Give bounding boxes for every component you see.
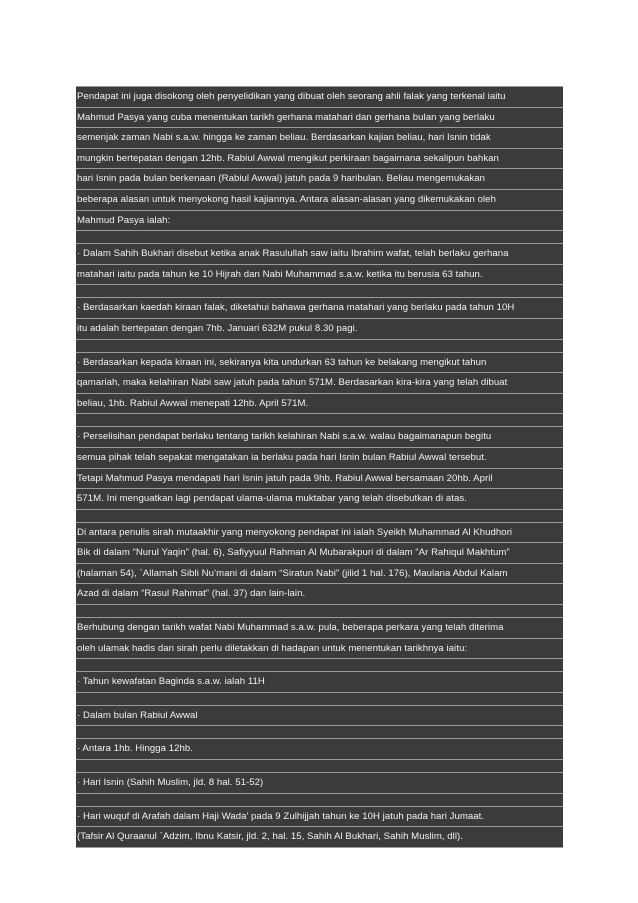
text-line: itu adalah bertepatan dengan 7hb. Januari 632M pukul 8.30 pagi. [76, 319, 563, 340]
text-line: (Tafsir Al Quraanul `Adzim, Ibnu Katsir, jld. 2, hal. 15, Sahih Al Bukhari, Sahih Muslim, dll). [76, 827, 563, 848]
text-line: Berhubung dengan tarikh wafat Nabi Muhammad s.a.w. pula, beberapa perkara yang telah diterima [76, 618, 563, 639]
paragraph [76, 426, 563, 509]
text-line: mungkin bertepatan dengan 12hb. Rabiul Awwal mengikut perkiraan bagaimana sekalipun bahkan [76, 149, 563, 170]
text-line: oleh ulamak hadis dan sirah perlu diletakkan di hadapan untuk menentukan tarikhnya iaitu: [76, 639, 563, 660]
text-line: Mahmud Pasya ialah: [76, 211, 563, 232]
text-line: qamariah, maka kelahiran Nabi saw jatuh pada tahun 571M. Berdasarkan kira-kira yang telah dibuat [76, 373, 563, 394]
paragraph [76, 738, 563, 760]
paragraph [76, 86, 563, 231]
text-line: (halaman 54), `Allamah Sibli Nu’mani di dalam “Siratun Nabi” (jilid 1 hal. 176), Maulana Abdul Kalam [76, 564, 563, 585]
text-line: beberapa alasan untuk menyokong hasil kajiannya. Antara alasan-alasan yang dikemukakan oleh [76, 190, 563, 211]
text-line: beliau, 1hb. Rabiul Awwal menepati 12hb. April 571M. [76, 394, 563, 415]
text-line: Tetapi Mahmud Pasya mendapati hari Isnin jatuh pada 9hb. Rabiul Awwal bersamaan 20hb. April [76, 469, 563, 490]
text-line: · Tahun kewafatan Baginda s.a.w. ialah 11H [76, 672, 563, 693]
text-line: 571M. Ini menguatkan lagi pendapat ulama-ulama muktabar yang telah disebutkan di atas. [76, 489, 563, 510]
text-line: · Berdasarkan kepada kiraan ini, sekiranya kita undurkan 63 tahun ke belakang mengikut tahun [76, 353, 563, 374]
paragraph [76, 671, 563, 693]
paragraph [76, 243, 563, 285]
text-line: Pendapat ini juga disokong oleh penyelidikan yang dibuat oleh seorang ahli falak yang terkenal iaitu [76, 87, 563, 108]
text-line: semenjak zaman Nabi s.a.w. hingga ke zaman beliau. Berdasarkan kajian beliau, hari Isnin tidak [76, 128, 563, 149]
paragraph [76, 772, 563, 794]
text-line: · Antara 1hb. Hingga 12hb. [76, 739, 563, 760]
text-line: Mahmud Pasya yang cuba menentukan tarikh gerhana matahari dan gerhana bulan yang berlaku [76, 108, 563, 129]
text-line: Azad di dalam “Rasul Rahmat” (hal. 37) dan lain-lain. [76, 584, 563, 605]
text-line: hari Isnin pada bulan berkenaan (Rabiul Awwal) jatuh pada 9 haribulan. Beliau mengemukakan [76, 169, 563, 190]
paragraph [76, 352, 563, 415]
document-body [76, 86, 563, 848]
paragraph [76, 522, 563, 605]
paragraph [76, 705, 563, 727]
paragraph [76, 806, 563, 848]
text-line: · Hari wuquf di Arafah dalam Haji Wada’ pada 9 Zulhijjah tahun ke 10H jatuh pada hari Jumaat. [76, 807, 563, 828]
text-line: · Hari Isnin (Sahih Muslim, jld. 8 hal. 51-52) [76, 773, 563, 794]
text-line: semua pihak telah sepakat mengatakan ia berlaku pada hari Isnin bulan Rabiul Awwal tersebut. [76, 448, 563, 469]
text-line: · Perselisihan pendapat berlaku tentang tarikh kelahiran Nabi s.a.w. walau bagaimanapun begitu [76, 427, 563, 448]
paragraph [76, 297, 563, 339]
text-line: Bik di dalam “Nurul Yaqin” (hal. 6), Safiyyuul Rahman Al Mubarakpuri di dalam “Ar Rahiqul Makhtum” [76, 543, 563, 564]
text-line: · Dalam Sahih Bukhari disebut ketika anak Rasulullah saw iaitu Ibrahim wafat, telah berlaku gerhana [76, 244, 563, 265]
text-line: matahari iaitu pada tahun ke 10 Hijrah dan Nabi Muhammad s.a.w. ketika itu berusia 63 tahun. [76, 265, 563, 286]
text-line: · Berdasarkan kaedah kiraan falak, diketahui bahawa gerhana matahari yang berlaku pada tahun 10H [76, 298, 563, 319]
text-line: Di antara penulis sirah mutaakhir yang menyokong pendapat ini ialah Syeikh Muhammad Al Khudhori [76, 523, 563, 544]
paragraph [76, 617, 563, 659]
text-line: · Dalam bulan Rabiul Awwal [76, 706, 563, 727]
